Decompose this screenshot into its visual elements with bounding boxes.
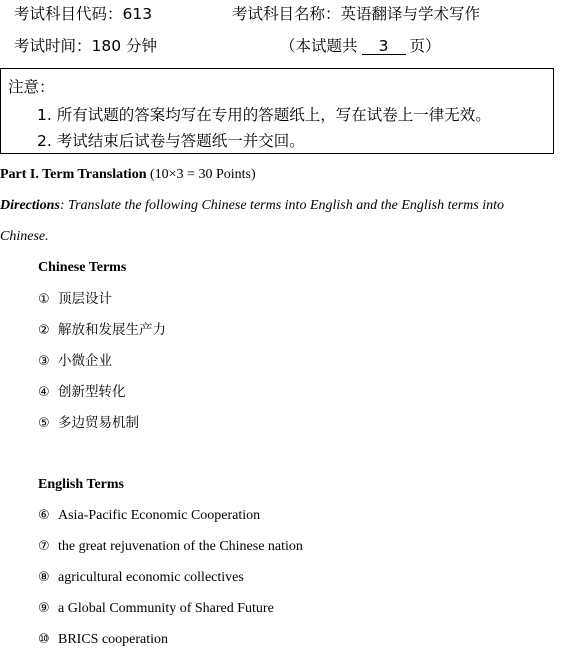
- part1-title-line: [0, 166, 256, 184]
- english-term-7: [38, 538, 303, 556]
- term-text: a Global Community of Shared Future: [58, 601, 274, 616]
- term-text: agricultural economic collectives: [58, 570, 244, 585]
- chinese-term-4: [38, 383, 126, 402]
- english-term-10: [38, 631, 168, 649]
- term-number: ⑦: [38, 539, 50, 554]
- chinese-term-5: [38, 414, 139, 433]
- page-count: [280, 36, 441, 56]
- notice-item-1: 1. 所有试题的答案均写在专用的答题纸上，写在试卷上一律无效。: [37, 106, 491, 124]
- term-text: 创新型转化: [58, 384, 126, 400]
- term-number: ⑥: [38, 508, 50, 523]
- chinese-term-3: [38, 352, 112, 371]
- notice-item-2: 2. 考试结束后试卷与答题纸一并交回。: [37, 132, 305, 150]
- directions-label: Directions: [0, 198, 60, 213]
- term-number: ⑨: [38, 601, 50, 616]
- term-text: 小微企业: [58, 353, 112, 369]
- english-term-9: [38, 600, 274, 618]
- english-term-6: [38, 507, 260, 525]
- exam-code: 考试科目代码：613: [14, 5, 153, 23]
- part1-points: (10×3 = 30 Points): [150, 167, 256, 182]
- page-count-value: 3: [362, 38, 406, 55]
- term-text: 顶层设计: [58, 291, 112, 307]
- english-term-8: [38, 569, 244, 587]
- term-number: ①: [38, 292, 50, 307]
- exam-time: 考试时间：180 分钟: [14, 37, 158, 55]
- term-number: ②: [38, 323, 50, 338]
- term-number: ④: [38, 385, 50, 400]
- term-number: ③: [38, 354, 50, 369]
- notice-box: [0, 68, 554, 154]
- chinese-term-2: [38, 321, 166, 340]
- chinese-term-1: [38, 290, 112, 309]
- chinese-terms-heading: Chinese Terms: [38, 260, 127, 275]
- term-number: ⑤: [38, 416, 50, 431]
- term-number: ⑩: [38, 632, 50, 647]
- english-terms-heading: English Terms: [38, 477, 124, 492]
- part1-title: Part I. Term Translation: [0, 167, 147, 182]
- directions-line-2: Chinese.: [0, 229, 49, 244]
- page-count-prefix: （本试题共: [280, 37, 358, 55]
- page-count-suffix: 页）: [409, 37, 441, 55]
- term-text: 多边贸易机制: [58, 415, 139, 431]
- directions-text-1: : Translate the following Chinese terms into English and the English terms into: [59, 198, 505, 213]
- term-text: 解放和发展生产力: [58, 322, 166, 338]
- term-number: ⑧: [38, 570, 50, 585]
- notice-title: 注意：: [8, 78, 55, 96]
- term-text: BRICS cooperation: [58, 632, 169, 647]
- term-text: Asia-Pacific Economic Cooperation: [58, 508, 261, 523]
- directions-line-1: [0, 197, 504, 215]
- term-text: the great rejuvenation of the Chinese nation: [58, 539, 303, 554]
- exam-name: 考试科目名称：英语翻译与学术写作: [232, 5, 481, 23]
